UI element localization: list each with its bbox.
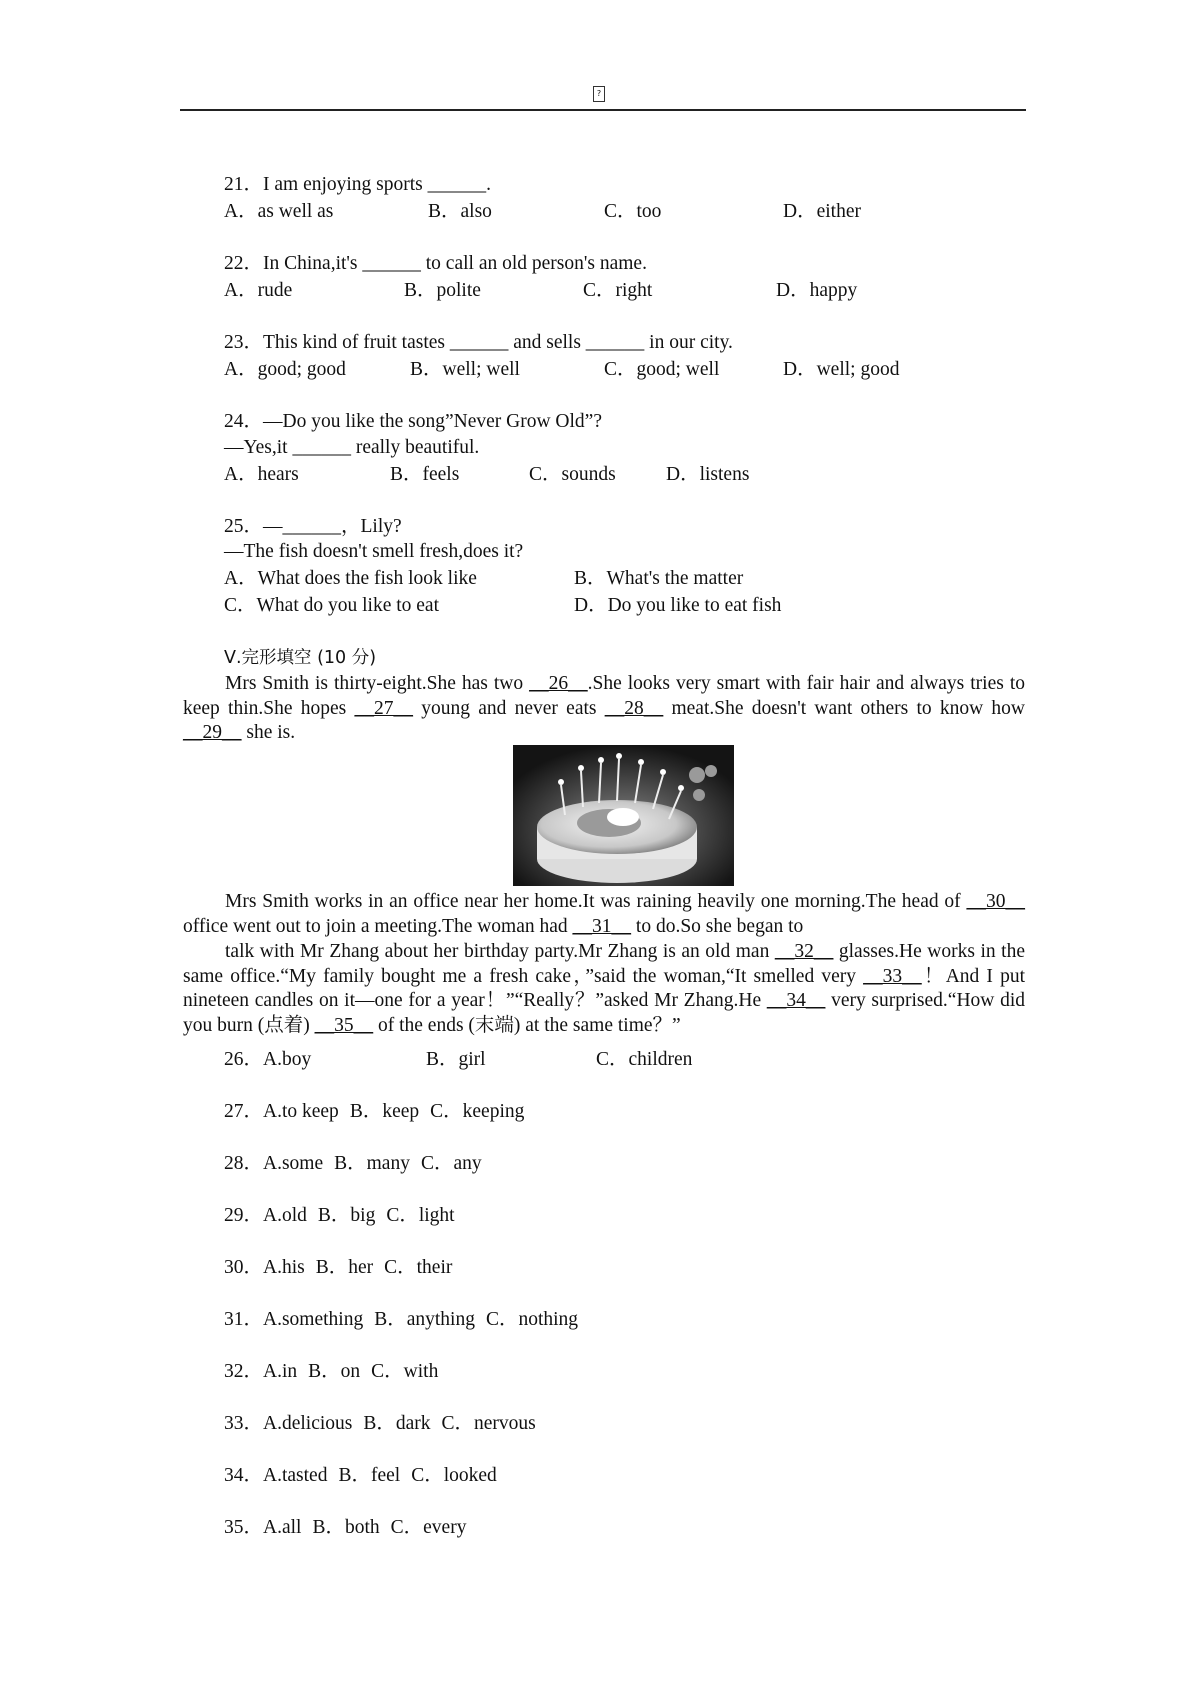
header-glyph: ? bbox=[593, 86, 605, 102]
option-21-a: A．as well as bbox=[224, 201, 334, 222]
option-23-b: B．well; well bbox=[410, 359, 520, 380]
cloze-option-31 bbox=[224, 1308, 578, 1332]
option-25-a: A．What does the fish look like bbox=[224, 568, 477, 589]
option-c: C．children bbox=[596, 1049, 693, 1070]
passage-text: Mrs Smith works in an office near her home.It was raining heavily one morning.The head of bbox=[225, 891, 967, 912]
option-22-a: A．rude bbox=[224, 280, 293, 301]
option-24-c: C．sounds bbox=[529, 464, 616, 485]
option-23-d: D．well; good bbox=[783, 359, 900, 380]
option-22-c: C．right bbox=[583, 280, 653, 301]
option-b: B．feel bbox=[338, 1465, 401, 1486]
passage-text: talk with Mr Zhang about her birthday party.Mr Zhang is an old man bbox=[225, 941, 775, 962]
option-a: 35．A.all bbox=[224, 1517, 302, 1538]
option-24-d: D．listens bbox=[666, 464, 750, 485]
cloze-option-26 bbox=[224, 1048, 693, 1072]
question-25-stem: 25．—______，Lily? bbox=[224, 516, 402, 537]
option-c: C．their bbox=[384, 1257, 453, 1278]
section-title: Ⅴ.完形填空 (10 分) bbox=[224, 648, 377, 668]
question-24-reply: —Yes,it ______ really beautiful. bbox=[224, 437, 480, 458]
birthday-cake-image bbox=[513, 745, 734, 886]
passage-paragraph-2 bbox=[183, 890, 1025, 939]
option-24-b: B．feels bbox=[390, 464, 460, 485]
blank-31: __31__ bbox=[572, 915, 632, 937]
question-24-stem: 24．—Do you like the song”Never Grow Old”? bbox=[224, 411, 602, 432]
option-a: 29．A.old bbox=[224, 1205, 307, 1226]
blank-30: __30__ bbox=[966, 891, 1025, 912]
option-24-a: A．hears bbox=[224, 464, 299, 485]
option-c: C．nervous bbox=[441, 1413, 536, 1434]
option-a: 32．A.in bbox=[224, 1361, 298, 1382]
option-b: B．both bbox=[312, 1517, 380, 1538]
passage-text: meat.She doesn't want others to know how bbox=[663, 697, 1026, 719]
option-b: B．her bbox=[315, 1257, 374, 1278]
option-c: C．every bbox=[390, 1517, 467, 1538]
passage-text: office went out to join a meeting.The woman had bbox=[183, 915, 573, 937]
cloze-option-30 bbox=[224, 1256, 452, 1280]
cloze-option-32 bbox=[224, 1360, 438, 1384]
blank-33: __33__ bbox=[863, 965, 922, 987]
option-25-b: B．What's the matter bbox=[574, 568, 744, 589]
option-21-d: D．either bbox=[783, 201, 861, 222]
option-a: 27．A.to keep bbox=[224, 1101, 339, 1122]
option-22-b: B．polite bbox=[404, 280, 481, 301]
blank-27: __27__ bbox=[354, 697, 413, 719]
option-25-d: D．Do you like to eat fish bbox=[574, 595, 782, 616]
cloze-option-28 bbox=[224, 1152, 482, 1176]
blank-26: __26__ bbox=[529, 673, 588, 694]
cloze-option-27 bbox=[224, 1100, 524, 1124]
passage-text: .She looks very smart with fair hair and always tries to keep thin.She hopes bbox=[183, 673, 1026, 719]
passage-text: very surprised.“How did you burn (点着) bbox=[183, 990, 1025, 1036]
option-c: C．with bbox=[371, 1361, 439, 1382]
option-a: 30．A.his bbox=[224, 1257, 305, 1278]
option-21-b: B．also bbox=[428, 201, 492, 222]
option-c: C．nothing bbox=[485, 1309, 579, 1330]
question-25-reply: —The fish doesn't smell fresh,does it? bbox=[224, 541, 524, 562]
passage-text: to do.So she began to bbox=[631, 915, 804, 937]
passage-text: young and never eats bbox=[413, 697, 605, 719]
passage-text: glasses.He works in the same office.“My family bought me a fresh cake，”said the woman,“It smelled very bbox=[183, 941, 1025, 987]
option-c: C．keeping bbox=[430, 1101, 525, 1122]
option-25-c: C．What do you like to eat bbox=[224, 595, 439, 616]
passage-text: Mrs Smith is thirty-eight.She has two bbox=[225, 673, 530, 694]
option-b: B．girl bbox=[426, 1049, 486, 1070]
option-b: B．keep bbox=[349, 1101, 420, 1122]
option-b: B．many bbox=[334, 1153, 410, 1174]
option-b: B．on bbox=[308, 1361, 361, 1382]
cloze-option-34 bbox=[224, 1464, 497, 1488]
option-21-c: C．too bbox=[604, 201, 662, 222]
option-b: B．dark bbox=[363, 1413, 431, 1434]
option-c: C．looked bbox=[411, 1465, 497, 1486]
blank-28: __28__ bbox=[604, 697, 664, 719]
blank-29: __29__ bbox=[183, 722, 242, 743]
option-c: C．light bbox=[386, 1205, 455, 1226]
option-b: B．big bbox=[317, 1205, 376, 1226]
cloze-option-29 bbox=[224, 1204, 455, 1228]
question-22-stem: 22．In China,it's ______ to call an old person's name. bbox=[224, 253, 647, 274]
option-a: 31．A.something bbox=[224, 1309, 364, 1330]
option-a: 34．A.tasted bbox=[224, 1465, 328, 1486]
option-a: 26．A.boy bbox=[224, 1049, 312, 1070]
passage-paragraph-3 bbox=[183, 940, 1025, 1038]
blank-34: __34__ bbox=[766, 990, 826, 1011]
option-a: 28．A.some bbox=[224, 1153, 324, 1174]
header-rule bbox=[180, 109, 1026, 111]
passage-text: ！And I put nineteen candles on it—one for a year！”“Really？”asked Mr Zhang.He bbox=[183, 965, 1025, 1011]
question-23-stem: 23．This kind of fruit tastes ______ and sells ______ in our city. bbox=[224, 332, 733, 353]
option-c: C．any bbox=[420, 1153, 482, 1174]
passage-text: of the ends (末端) at the same time？” bbox=[373, 1014, 681, 1036]
option-23-a: A．good; good bbox=[224, 359, 346, 380]
passage-text: she is. bbox=[241, 722, 296, 743]
birthday-cake-photo bbox=[513, 745, 734, 886]
cloze-option-33 bbox=[224, 1412, 536, 1436]
cloze-option-35 bbox=[224, 1516, 466, 1540]
option-22-d: D．happy bbox=[776, 280, 858, 301]
passage-paragraph-1 bbox=[183, 672, 1025, 746]
option-b: B．anything bbox=[374, 1309, 475, 1330]
question-21-stem: 21．I am enjoying sports ______. bbox=[224, 174, 492, 195]
option-a: 33．A.delicious bbox=[224, 1413, 353, 1434]
option-23-c: C．good; well bbox=[604, 359, 720, 380]
blank-32: __32__ bbox=[774, 941, 834, 962]
blank-35: __35__ bbox=[314, 1014, 374, 1036]
